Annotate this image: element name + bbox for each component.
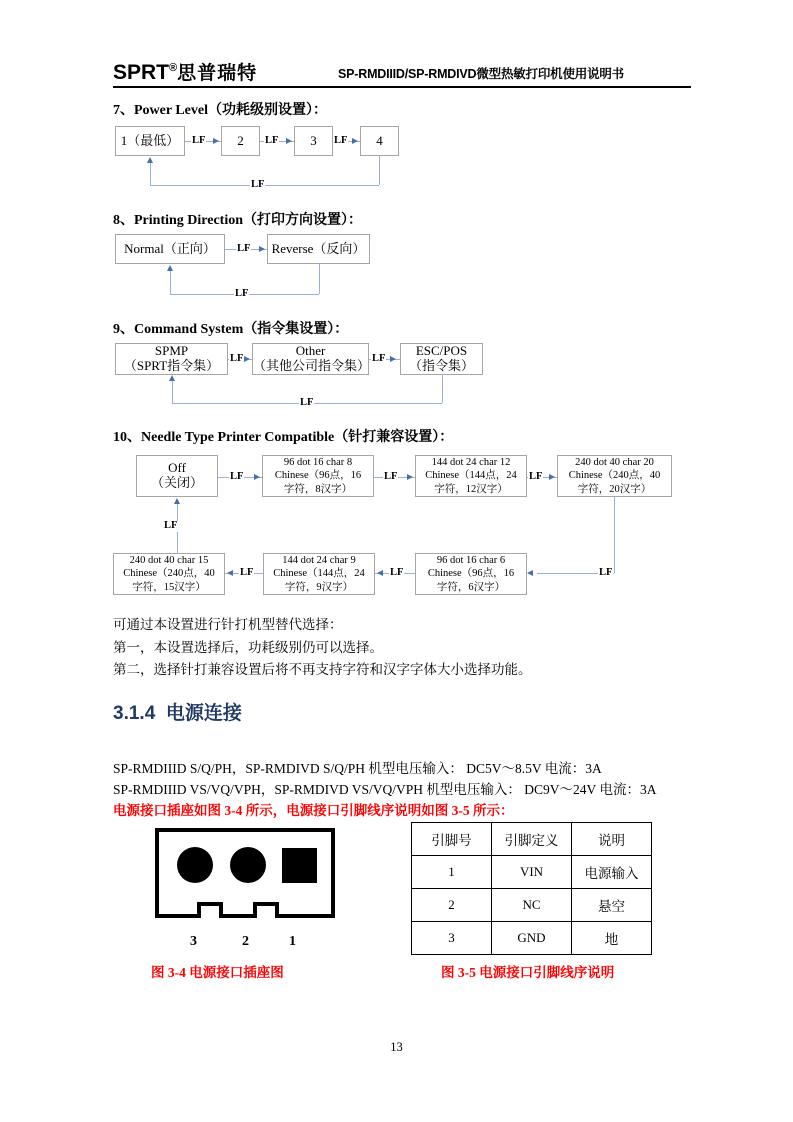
s10-r2-box-240dot-line3: 字符，15汉字） xyxy=(132,581,206,593)
s7-box-4-label: 4 xyxy=(376,132,383,148)
s10-r2-box-96dot-line1: 96 dot 16 char 6 xyxy=(436,555,506,567)
s8-box-normal xyxy=(115,234,225,264)
section-10-heading: 10、Needle Type Printer Compatible（针打兼容设置）： xyxy=(113,430,454,445)
s10-r1-box-96dot-line1: 96 dot 16 char 8 xyxy=(283,457,353,469)
figure-reference-line: 电源接口插座如图 3-4 所示，电源接口引脚线序说明如图 3-5 所示： xyxy=(113,803,514,818)
table-cell-pin-no-1: 1 xyxy=(412,856,492,889)
s10-lf-5: LF xyxy=(390,567,404,578)
s7-box-1-label: 1（最低） xyxy=(120,132,180,148)
s7-lf-3: LF xyxy=(334,135,348,146)
s7-arrow-1-icon xyxy=(213,138,219,144)
s7-box-3-label: 3 xyxy=(310,132,317,148)
s10-r1-box-240dot-line3: 字符，20汉字） xyxy=(577,483,652,495)
power-connector-figure xyxy=(155,828,335,923)
s9-feedback-arrow-icon xyxy=(169,375,175,381)
table-cell-desc-1: 电源输入 xyxy=(572,856,652,889)
table-row xyxy=(412,856,652,889)
connector-pin-label-2: 2 xyxy=(242,934,249,949)
brand-logo xyxy=(113,58,257,85)
connector-pin-label-1: 1 xyxy=(289,934,296,949)
s10-wrap-v-right xyxy=(614,497,615,573)
note-line-3: 第二，选择针打兼容设置后将不再支持字符和汉字字体大小选择功能。 xyxy=(113,662,532,677)
s10-r2-box-240dot xyxy=(113,553,225,595)
s9-box-escpos-line1: ESC/POS xyxy=(415,343,468,359)
s10-lf-3: LF xyxy=(529,471,543,482)
s9-feedback-v-left xyxy=(172,381,173,403)
s10-r1-box-144dot xyxy=(415,455,527,497)
s9-box-other-line1: Other xyxy=(295,343,326,359)
s10-r1-arrow-1-icon xyxy=(254,474,260,480)
s10-r1-box-240dot-line2: Chinese（240点，40 xyxy=(568,470,661,482)
table-row xyxy=(412,922,652,955)
s9-feedback-v-right xyxy=(442,375,443,403)
s7-lf-2: LF xyxy=(265,135,279,146)
s10-r2-box-96dot xyxy=(415,553,527,595)
s7-lf-4: LF xyxy=(251,179,265,190)
s10-wrap-left-arrow-icon xyxy=(174,498,180,504)
s8-feedback-arrow-icon xyxy=(167,265,173,271)
s9-box-escpos-line2: （指令集） xyxy=(408,358,474,373)
s10-r2-box-240dot-line2: Chinese（240点，40 xyxy=(123,568,215,580)
s7-feedback-arrow-icon xyxy=(147,157,153,163)
table-cell-pin-no-3: 3 xyxy=(412,922,492,955)
s7-box-2-label: 2 xyxy=(237,132,244,148)
s10-lf-6: LF xyxy=(240,567,254,578)
table-row xyxy=(412,889,652,922)
connector-pin-3-round xyxy=(177,847,213,883)
s10-r1-arrow-3-icon xyxy=(549,474,555,480)
s9-arrow-2-icon xyxy=(390,356,396,362)
s10-r1-box-96dot xyxy=(262,455,374,497)
s10-r1-box-off-line2: （关闭） xyxy=(150,475,203,490)
connector-pin-2-round xyxy=(230,847,266,883)
note-line-2: 第一，本设置选择后，功耗级别仍可以选择。 xyxy=(113,640,383,655)
table-cell-pin-no-2: 2 xyxy=(412,889,492,922)
section-3-1-4-title: 电源连接 xyxy=(165,703,242,724)
s10-r2-box-240dot-line1: 240 dot 40 char 15 xyxy=(129,555,209,567)
connector-pin-1-square xyxy=(282,848,317,883)
s10-r2-box-144dot-line1: 144 dot 24 char 9 xyxy=(282,555,356,567)
registered-trademark-icon: ® xyxy=(169,62,178,74)
figure-3-5-caption: 图 3-5 电源接口引脚线序说明 xyxy=(441,965,615,980)
s10-r2-box-144dot-line2: Chinese（144点，24 xyxy=(273,568,365,580)
page-header xyxy=(113,58,691,88)
figure-3-4-caption: 图 3-4 电源接口插座图 xyxy=(151,965,284,980)
s9-box-spmp-line1: SPMP xyxy=(154,343,189,359)
s7-lf-1: LF xyxy=(192,135,206,146)
s8-box-reverse-label: Reverse（反向） xyxy=(271,240,366,256)
s9-box-escpos xyxy=(400,343,483,375)
brand-latin: SPRT xyxy=(113,61,170,84)
s10-lf-2: LF xyxy=(384,471,398,482)
s10-r1-box-96dot-line3: 字符，8汉字） xyxy=(283,483,353,495)
table-header-pin-no: 引脚号 xyxy=(412,823,492,856)
s10-lf-1: LF xyxy=(230,471,244,482)
s8-box-normal-label: Normal（正向） xyxy=(124,240,216,256)
s10-r1-box-off xyxy=(136,455,218,497)
s7-box-1 xyxy=(115,126,185,156)
s9-box-spmp xyxy=(115,343,228,375)
s10-r1-box-240dot-line1: 240 dot 40 char 20 xyxy=(575,457,654,469)
s10-lf-7: LF xyxy=(164,520,178,531)
s9-box-other xyxy=(252,343,369,375)
s8-lf-1: LF xyxy=(237,243,251,254)
s9-box-spmp-line2: （SPRT指令集） xyxy=(123,358,220,373)
s7-box-2 xyxy=(221,126,260,156)
s10-r2-arrow-2-icon xyxy=(227,570,233,576)
s7-box-3 xyxy=(294,126,333,156)
s8-lf-2: LF xyxy=(235,288,249,299)
section-3-1-4-number: 3.1.4 xyxy=(113,703,156,724)
table-header-row xyxy=(412,823,652,856)
s10-r2-box-144dot-line3: 字符，9汉字） xyxy=(284,581,354,593)
table-cell-desc-2: 悬空 xyxy=(572,889,652,922)
s10-r1-box-144dot-line3: 字符，12汉字） xyxy=(434,483,508,495)
section-8-heading: 8、Printing Direction（打印方向设置）： xyxy=(113,213,363,228)
s10-r1-box-off-line1: Off xyxy=(168,460,186,476)
connector-svg xyxy=(155,828,335,923)
s10-r1-box-144dot-line1: 144 dot 24 char 12 xyxy=(431,457,511,469)
page-number: 13 xyxy=(390,1040,403,1054)
s7-box-4 xyxy=(360,126,399,156)
table-header-description: 说明 xyxy=(572,823,652,856)
s8-box-reverse xyxy=(267,234,370,264)
voltage-line-1: SP-RMDIIID S/Q/PH，SP-RMDIVD S/Q/PH 机型电压输入： DC5V～8.5V 电流：3A xyxy=(113,761,602,776)
table-cell-pin-def-1: VIN xyxy=(492,856,572,889)
s10-r2-arrow-1-icon xyxy=(377,570,383,576)
s10-r1-box-240dot xyxy=(557,455,672,497)
note-line-1: 可通过本设置进行针打机型替代选择： xyxy=(113,617,343,632)
section-9-heading: 9、Command System（指令集设置）： xyxy=(113,322,349,337)
brand-chinese: 思普瑞特 xyxy=(177,62,258,84)
s8-feedback-v-left xyxy=(170,271,171,294)
s7-arrow-2-icon xyxy=(286,138,292,144)
s8-arrow-1-icon xyxy=(259,246,265,252)
s8-feedback-v-right xyxy=(319,264,320,294)
table-cell-desc-3: 地 xyxy=(572,922,652,955)
voltage-line-2: SP-RMDIIID VS/VQ/VPH，SP-RMDIVD VS/VQ/VPH 机型电压输入： DC9V～24V 电流：3A xyxy=(113,782,657,797)
s7-feedback-v-right xyxy=(379,156,380,185)
s7-feedback-v-left xyxy=(150,163,151,185)
header-divider xyxy=(113,86,691,88)
connector-pin-label-3: 3 xyxy=(190,934,197,949)
header-title: SP-RMDIIID/SP-RMDIVD微型热敏打印机使用说明书 xyxy=(338,67,624,81)
table-cell-pin-def-3: GND xyxy=(492,922,572,955)
s10-wrap-arrow-icon xyxy=(527,570,533,576)
table-cell-pin-def-2: NC xyxy=(492,889,572,922)
s9-arrow-1-icon xyxy=(244,356,250,362)
s10-r1-arrow-2-icon xyxy=(407,474,413,480)
s10-r2-box-96dot-line3: 字符，6汉字） xyxy=(436,581,506,593)
pin-definition-table xyxy=(411,822,652,955)
table-header-pin-def: 引脚定义 xyxy=(492,823,572,856)
s10-r2-box-144dot xyxy=(263,553,375,595)
s9-lf-2: LF xyxy=(372,353,386,364)
section-3-1-4-heading xyxy=(113,698,242,725)
s9-lf-3: LF xyxy=(300,397,314,408)
s10-lf-4: LF xyxy=(599,567,613,578)
s10-r1-box-96dot-line2: Chinese（96点，16 xyxy=(274,470,362,482)
s9-lf-1: LF xyxy=(230,353,244,364)
s10-r1-box-144dot-line2: Chinese（144点，24 xyxy=(425,470,517,482)
s9-box-other-line2: （其他公司指令集） xyxy=(253,358,371,373)
s10-r2-box-96dot-line2: Chinese（96点，16 xyxy=(427,568,515,580)
s7-arrow-3-icon xyxy=(352,138,358,144)
section-7-heading: 7、Power Level（功耗级别设置）： xyxy=(113,103,327,118)
